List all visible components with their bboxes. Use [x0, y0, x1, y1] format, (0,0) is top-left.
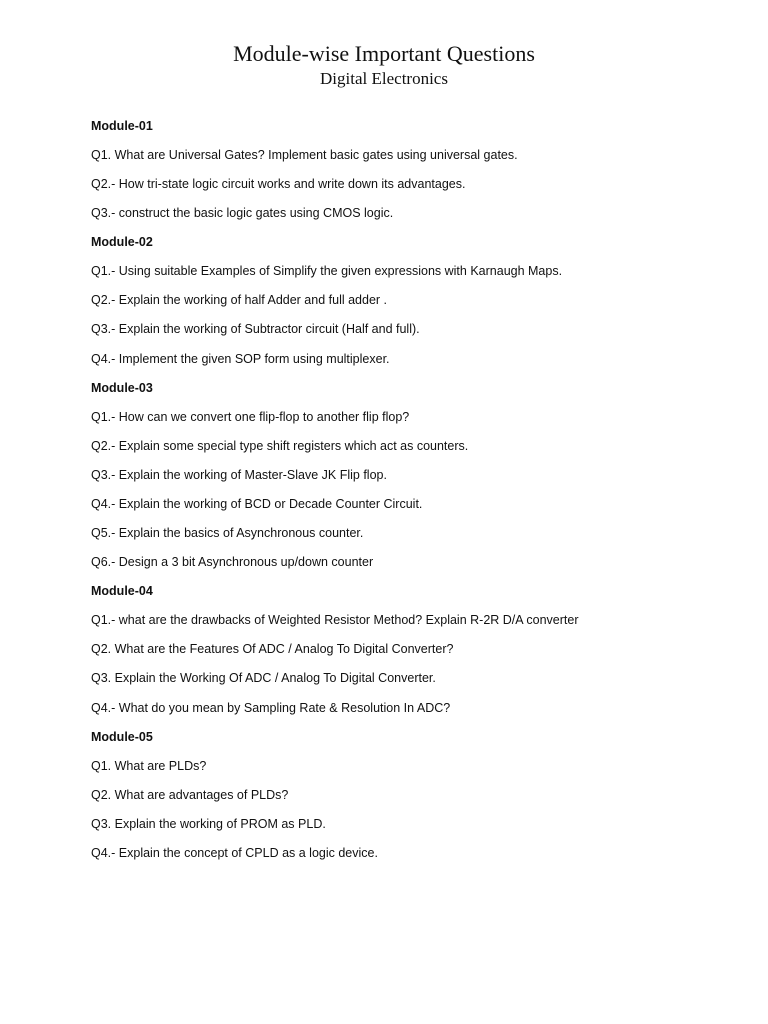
module-03-section: [91, 374, 731, 578]
question-item: Q6.- Design a 3 bit Asynchronous up/down counter: [91, 555, 374, 570]
question-item: Q3. Explain the working of PROM as PLD.: [91, 816, 326, 831]
question-item: Q2. What are the Features Of ADC / Analog To Digital Converter?: [91, 642, 454, 657]
question-list: [91, 141, 731, 228]
module-02-section: [91, 228, 731, 373]
module-heading: Module-04: [91, 584, 153, 599]
module-heading: Module-02: [91, 235, 153, 250]
question-item: Q3.- Explain the working of Master-Slave JK Flip flop.: [91, 467, 387, 482]
question-item: Q4.- Implement the given SOP form using multiplexer.: [91, 351, 390, 366]
question-item: Q1.- Using suitable Examples of Simplify the given expressions with Karnaugh Maps.: [91, 264, 563, 279]
question-item: Q1.- what are the drawbacks of Weighted Resistor Method? Explain R-2R D/A converter: [91, 613, 579, 628]
question-list: [91, 752, 731, 868]
question-item: Q1.- How can we convert one flip-flop to another flip flop?: [91, 409, 410, 424]
document-subtitle: Digital Electronics: [320, 69, 448, 88]
question-item: Q3.- construct the basic logic gates using CMOS logic.: [91, 206, 394, 221]
question-item: Q2. What are advantages of PLDs?: [91, 787, 289, 802]
question-item: Q4.- What do you mean by Sampling Rate & Resolution In ADC?: [91, 700, 451, 715]
module-05-section: [91, 723, 731, 868]
questions-content: [91, 112, 731, 868]
module-01-section: [91, 112, 731, 228]
question-list: [91, 403, 731, 578]
question-item: Q2.- How tri-state logic circuit works and write down its advantages.: [91, 177, 466, 192]
module-04-section: [91, 577, 731, 722]
question-list: [91, 606, 731, 722]
module-heading: Module-01: [91, 119, 153, 133]
question-item: Q1. What are Universal Gates? Implement basic gates using universal gates.: [91, 148, 518, 162]
question-item: Q2.- Explain some special type shift registers which act as counters.: [91, 438, 469, 453]
question-item: Q3. Explain the Working Of ADC / Analog To Digital Converter.: [91, 671, 436, 686]
module-heading: Module-03: [91, 380, 153, 395]
question-item: Q1. What are PLDs?: [91, 758, 207, 773]
question-item: Q2.- Explain the working of half Adder and full adder .: [91, 293, 388, 308]
document-title: Module-wise Important Questions: [233, 41, 535, 66]
question-list: [91, 257, 731, 373]
question-item: Q3.- Explain the working of Subtractor circuit (Half and full).: [91, 322, 420, 337]
question-item: Q4.- Explain the working of BCD or Decade Counter Circuit.: [91, 496, 423, 511]
module-heading: Module-05: [91, 729, 153, 744]
question-item: Q5.- Explain the basics of Asynchronous counter.: [91, 526, 364, 541]
question-item: Q4.- Explain the concept of CPLD as a logic device.: [91, 845, 378, 860]
